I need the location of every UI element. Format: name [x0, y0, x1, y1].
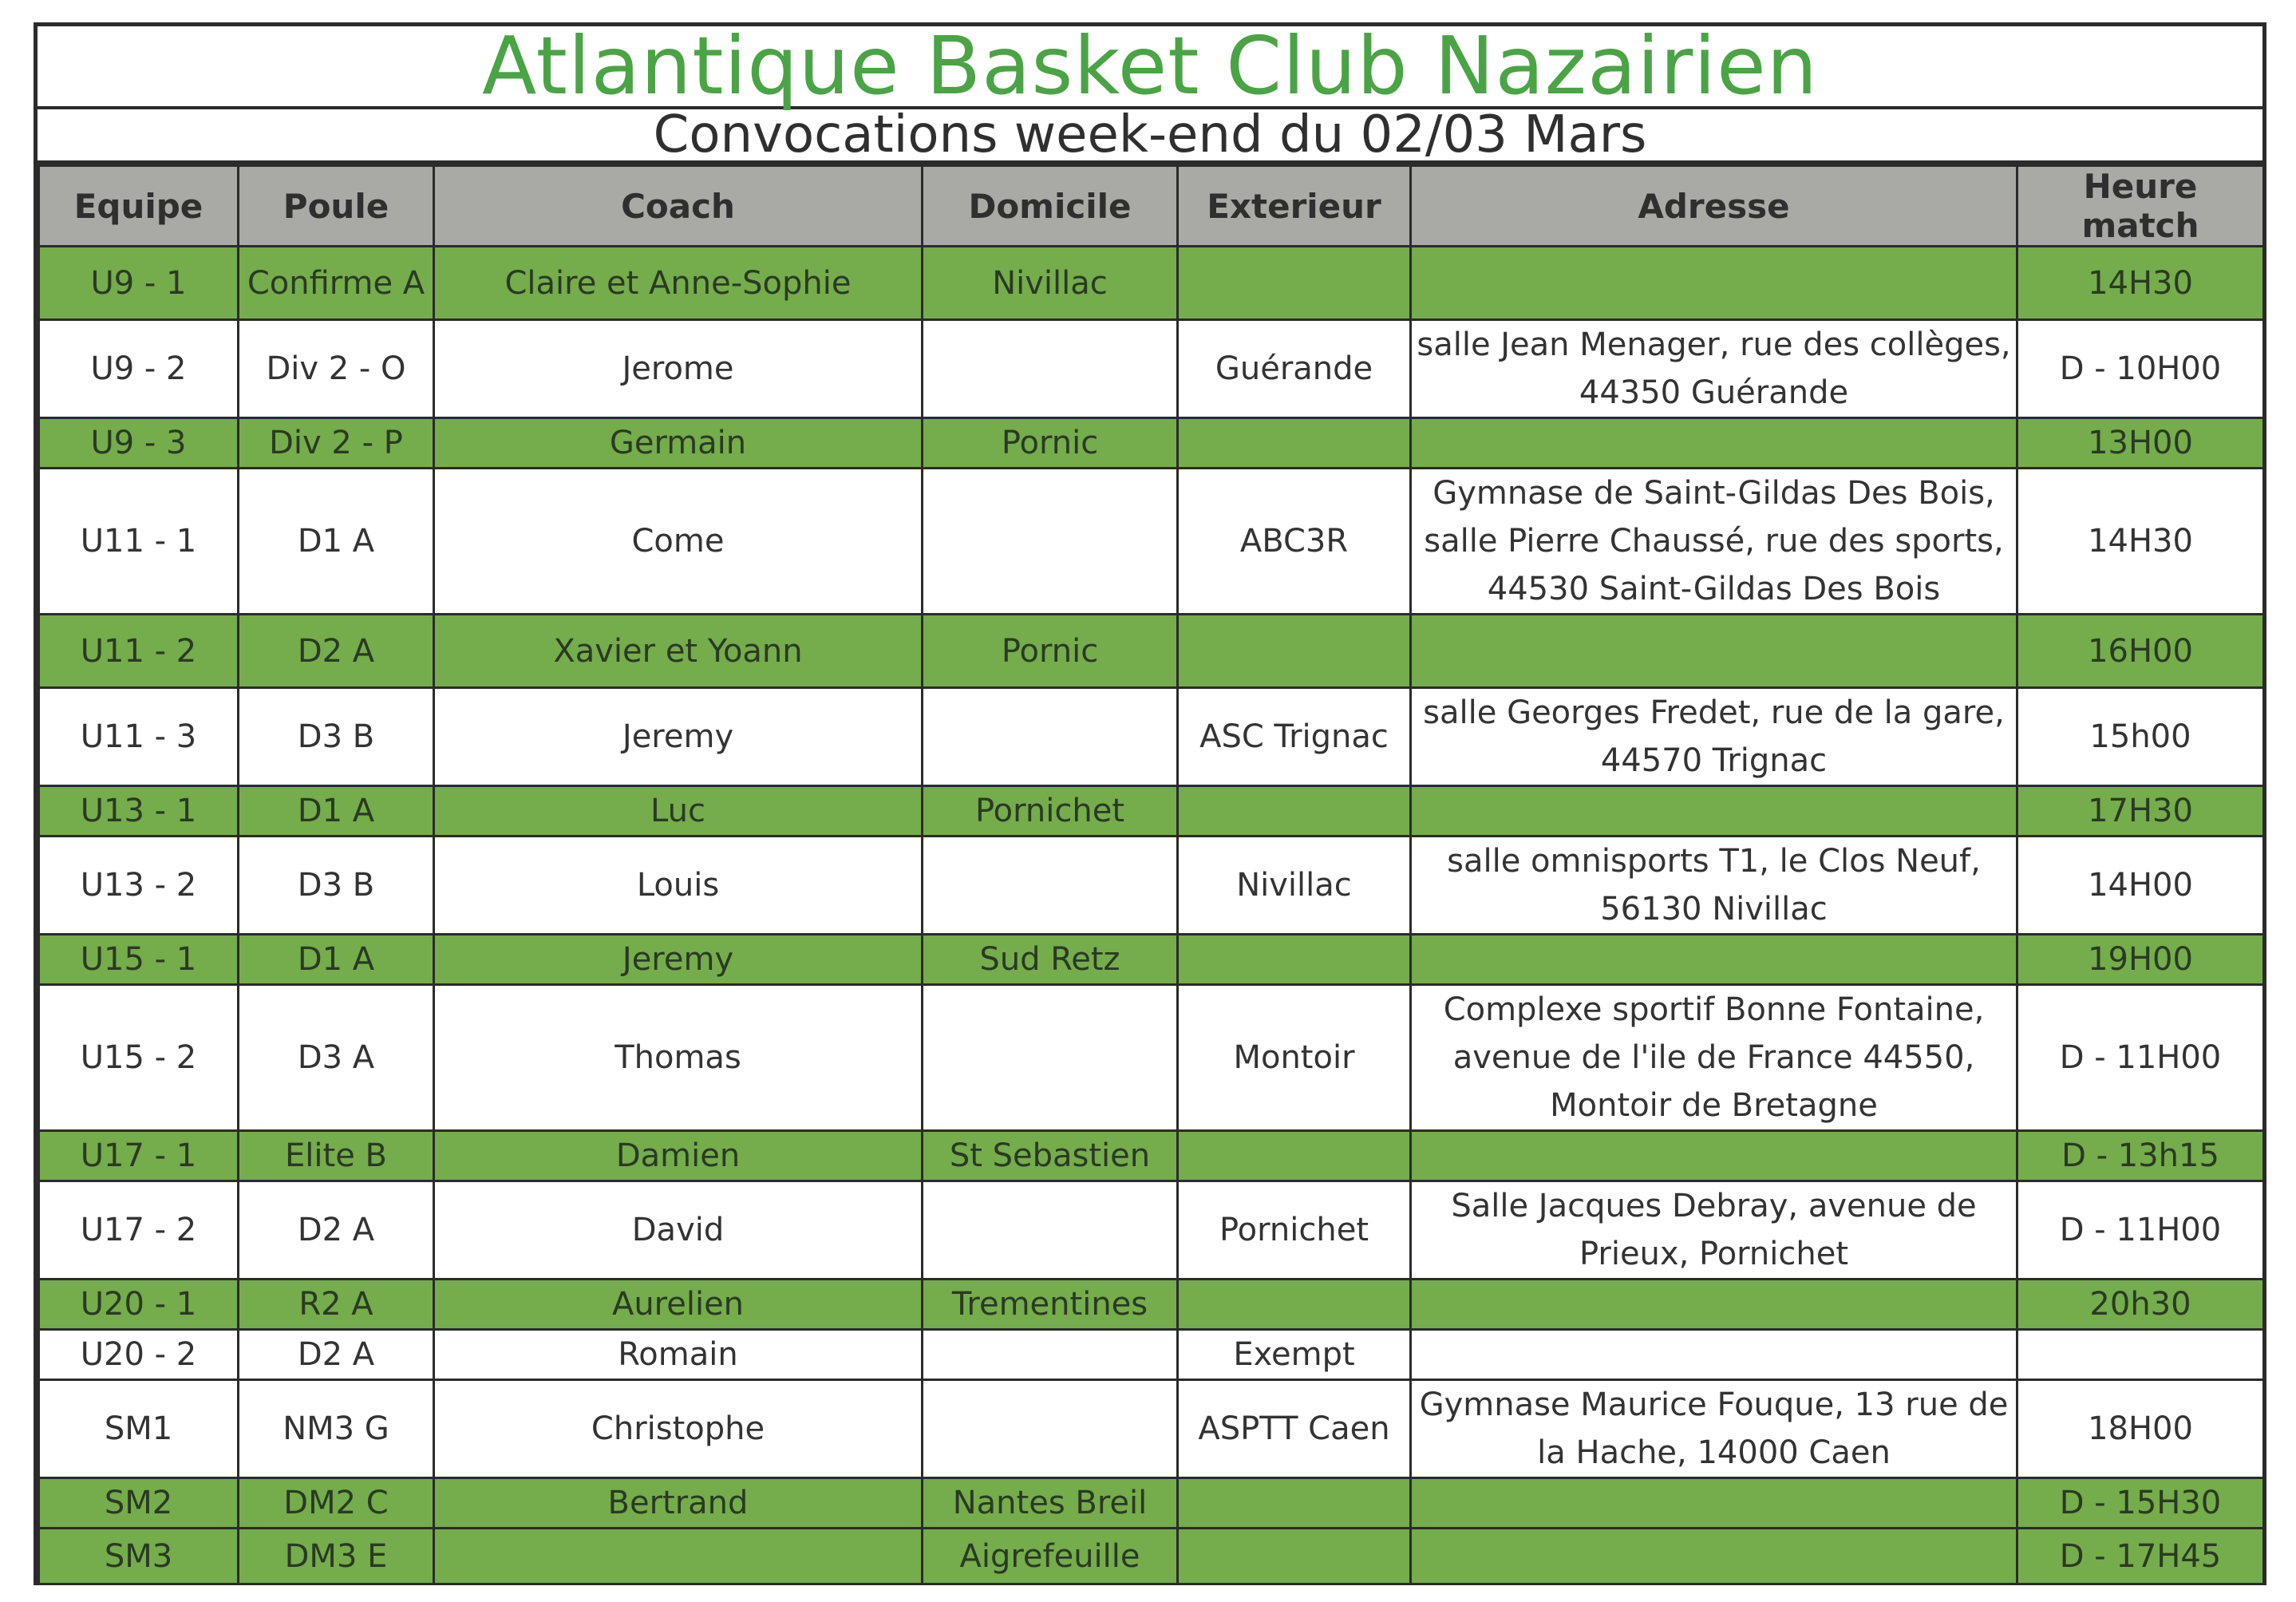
cell-heure-match: 14H00: [2017, 837, 2264, 935]
cell-exterieur: ABC3R: [1178, 469, 1411, 615]
table-row: [39, 469, 2264, 615]
table-header-row: [39, 166, 2264, 247]
cell-coach: Come: [434, 469, 923, 615]
cell-exterieur: [1178, 1478, 1411, 1529]
convocations-sheet: [34, 19, 2266, 1585]
cell-domicile: [923, 985, 1178, 1131]
header-domicile: Domicile: [923, 166, 1178, 247]
cell-heure-match: 16H00: [2017, 615, 2264, 688]
cell-coach: Germain: [434, 418, 923, 469]
cell-heure-match: D - 11H00: [2017, 985, 2264, 1131]
cell-exterieur: Guérande: [1178, 320, 1411, 418]
convocations-table: [38, 164, 2265, 1585]
cell-poule: DM3 E: [239, 1529, 434, 1584]
cell-heure-match: 20h30: [2017, 1280, 2264, 1330]
header-equipe: Equipe: [39, 166, 239, 247]
cell-heure-match: 17H30: [2017, 786, 2264, 837]
cell-equipe: U9 - 2: [39, 320, 239, 418]
cell-poule: D2 A: [239, 1330, 434, 1380]
cell-coach: Xavier et Yoann: [434, 615, 923, 688]
cell-heure-match: D - 10H00: [2017, 320, 2264, 418]
cell-exterieur: [1178, 786, 1411, 837]
cell-exterieur: [1178, 1131, 1411, 1181]
cell-equipe: U20 - 1: [39, 1280, 239, 1330]
convocations-subtitle: Convocations week-end du 02/03 Mars: [653, 105, 1647, 164]
cell-domicile: [923, 469, 1178, 615]
cell-adresse: [1411, 1478, 2017, 1529]
cell-poule: D3 B: [239, 688, 434, 786]
cell-heure-match: D - 11H00: [2017, 1181, 2264, 1280]
cell-heure-match: 15h00: [2017, 688, 2264, 786]
cell-equipe: U11 - 3: [39, 688, 239, 786]
cell-adresse: Gymnase Maurice Fouque, 13 rue de la Hache, 14000 Caen: [1411, 1380, 2017, 1478]
header-poule: Poule: [239, 166, 434, 247]
cell-coach: Thomas: [434, 985, 923, 1131]
cell-coach: Jerome: [434, 320, 923, 418]
cell-exterieur: [1178, 1280, 1411, 1330]
cell-exterieur: Nivillac: [1178, 837, 1411, 935]
cell-coach: Louis: [434, 837, 923, 935]
table-row: [39, 1280, 2264, 1330]
cell-poule: R2 A: [239, 1280, 434, 1330]
cell-adresse: [1411, 786, 2017, 837]
cell-equipe: U13 - 1: [39, 786, 239, 837]
table-row: [39, 985, 2264, 1131]
cell-heure-match: 19H00: [2017, 935, 2264, 985]
cell-heure-match: 18H00: [2017, 1380, 2264, 1478]
cell-coach: Aurelien: [434, 1280, 923, 1330]
cell-poule: D1 A: [239, 935, 434, 985]
cell-equipe: U15 - 1: [39, 935, 239, 985]
cell-adresse: Complexe sportif Bonne Fontaine, avenue de l'ile de France 44550, Montoir de Bretagne: [1411, 985, 2017, 1131]
cell-domicile: [923, 1330, 1178, 1380]
cell-equipe: U13 - 2: [39, 837, 239, 935]
title-row: [38, 19, 2262, 113]
cell-poule: D1 A: [239, 469, 434, 615]
cell-exterieur: ASC Trignac: [1178, 688, 1411, 786]
table-row: [39, 247, 2264, 320]
cell-adresse: [1411, 1529, 2017, 1584]
cell-coach: Luc: [434, 786, 923, 837]
table-row: [39, 1380, 2264, 1478]
cell-poule: D2 A: [239, 615, 434, 688]
cell-exterieur: [1178, 615, 1411, 688]
cell-domicile: Nivillac: [923, 247, 1178, 320]
cell-poule: DM2 C: [239, 1478, 434, 1529]
cell-heure-match: 14H30: [2017, 247, 2264, 320]
subtitle-row: [38, 105, 2262, 164]
cell-poule: Confirme A: [239, 247, 434, 320]
cell-coach: David: [434, 1181, 923, 1280]
cell-exterieur: Montoir: [1178, 985, 1411, 1131]
cell-domicile: St Sebastien: [923, 1131, 1178, 1181]
cell-poule: D1 A: [239, 786, 434, 837]
cell-exterieur: Pornichet: [1178, 1181, 1411, 1280]
table-row: [39, 1181, 2264, 1280]
cell-adresse: [1411, 1131, 2017, 1181]
cell-coach: Bertrand: [434, 1478, 923, 1529]
cell-adresse: salle omnisports T1, le Clos Neuf, 56130 Nivillac: [1411, 837, 2017, 935]
cell-adresse: salle Jean Menager, rue des collèges, 44350 Guérande: [1411, 320, 2017, 418]
cell-exterieur: Exempt: [1178, 1330, 1411, 1380]
cell-domicile: Pornic: [923, 615, 1178, 688]
club-title: Atlantique Basket Club Nazairien: [482, 19, 1818, 113]
cell-domicile: [923, 688, 1178, 786]
cell-coach: Jeremy: [434, 935, 923, 985]
cell-domicile: [923, 1380, 1178, 1478]
cell-adresse: [1411, 418, 2017, 469]
cell-poule: Elite B: [239, 1131, 434, 1181]
cell-poule: Div 2 - O: [239, 320, 434, 418]
table-row: [39, 1330, 2264, 1380]
cell-adresse: [1411, 935, 2017, 985]
cell-adresse: [1411, 615, 2017, 688]
cell-exterieur: ASPTT Caen: [1178, 1380, 1411, 1478]
cell-heure-match: [2017, 1330, 2264, 1380]
cell-coach: Romain: [434, 1330, 923, 1380]
cell-equipe: U17 - 1: [39, 1131, 239, 1181]
cell-equipe: U20 - 2: [39, 1330, 239, 1380]
cell-adresse: [1411, 1330, 2017, 1380]
cell-exterieur: [1178, 247, 1411, 320]
header-coach: Coach: [434, 166, 923, 247]
table-row: [39, 615, 2264, 688]
cell-domicile: Trementines: [923, 1280, 1178, 1330]
cell-heure-match: D - 17H45: [2017, 1529, 2264, 1584]
cell-domicile: Aigrefeuille: [923, 1529, 1178, 1584]
cell-adresse: salle Georges Fredet, rue de la gare, 44570 Trignac: [1411, 688, 2017, 786]
cell-heure-match: 13H00: [2017, 418, 2264, 469]
table-row: [39, 418, 2264, 469]
table-row: [39, 786, 2264, 837]
table-row: [39, 837, 2264, 935]
cell-poule: Div 2 - P: [239, 418, 434, 469]
cell-poule: D3 B: [239, 837, 434, 935]
cell-coach: Claire et Anne-Sophie: [434, 247, 923, 320]
cell-heure-match: 14H30: [2017, 469, 2264, 615]
cell-heure-match: D - 13h15: [2017, 1131, 2264, 1181]
header-heure-match: Heure match: [2017, 166, 2264, 247]
cell-poule: NM3 G: [239, 1380, 434, 1478]
cell-coach: Damien: [434, 1131, 923, 1181]
cell-equipe: U11 - 1: [39, 469, 239, 615]
cell-domicile: Sud Retz: [923, 935, 1178, 985]
table-row: [39, 1478, 2264, 1529]
cell-adresse: [1411, 247, 2017, 320]
cell-domicile: [923, 320, 1178, 418]
header-exterieur: Exterieur: [1178, 166, 1411, 247]
cell-equipe: U9 - 1: [39, 247, 239, 320]
cell-domicile: [923, 837, 1178, 935]
table-row: [39, 688, 2264, 786]
cell-equipe: U11 - 2: [39, 615, 239, 688]
table-row: [39, 1529, 2264, 1584]
cell-coach: Jeremy: [434, 688, 923, 786]
cell-equipe: U17 - 2: [39, 1181, 239, 1280]
cell-poule: D2 A: [239, 1181, 434, 1280]
cell-coach: Christophe: [434, 1380, 923, 1478]
cell-domicile: Pornic: [923, 418, 1178, 469]
table-row: [39, 935, 2264, 985]
cell-adresse: [1411, 1280, 2017, 1330]
cell-exterieur: [1178, 935, 1411, 985]
cell-domicile: Nantes Breil: [923, 1478, 1178, 1529]
cell-equipe: U9 - 3: [39, 418, 239, 469]
cell-equipe: SM3: [39, 1529, 239, 1584]
cell-exterieur: [1178, 418, 1411, 469]
cell-coach: [434, 1529, 923, 1584]
cell-adresse: Salle Jacques Debray, avenue de Prieux, Pornichet: [1411, 1181, 2017, 1280]
table-body: [39, 247, 2264, 1584]
cell-exterieur: [1178, 1529, 1411, 1584]
cell-poule: D3 A: [239, 985, 434, 1131]
header-adresse: Adresse: [1411, 166, 2017, 247]
cell-domicile: Pornichet: [923, 786, 1178, 837]
table-row: [39, 1131, 2264, 1181]
cell-heure-match: D - 15H30: [2017, 1478, 2264, 1529]
cell-equipe: SM1: [39, 1380, 239, 1478]
cell-equipe: SM2: [39, 1478, 239, 1529]
cell-equipe: U15 - 2: [39, 985, 239, 1131]
table-row: [39, 320, 2264, 418]
cell-adresse: Gymnase de Saint-Gildas Des Bois, salle Pierre Chaussé, rue des sports, 44530 Saint-Gildas Des Bois: [1411, 469, 2017, 615]
cell-domicile: [923, 1181, 1178, 1280]
